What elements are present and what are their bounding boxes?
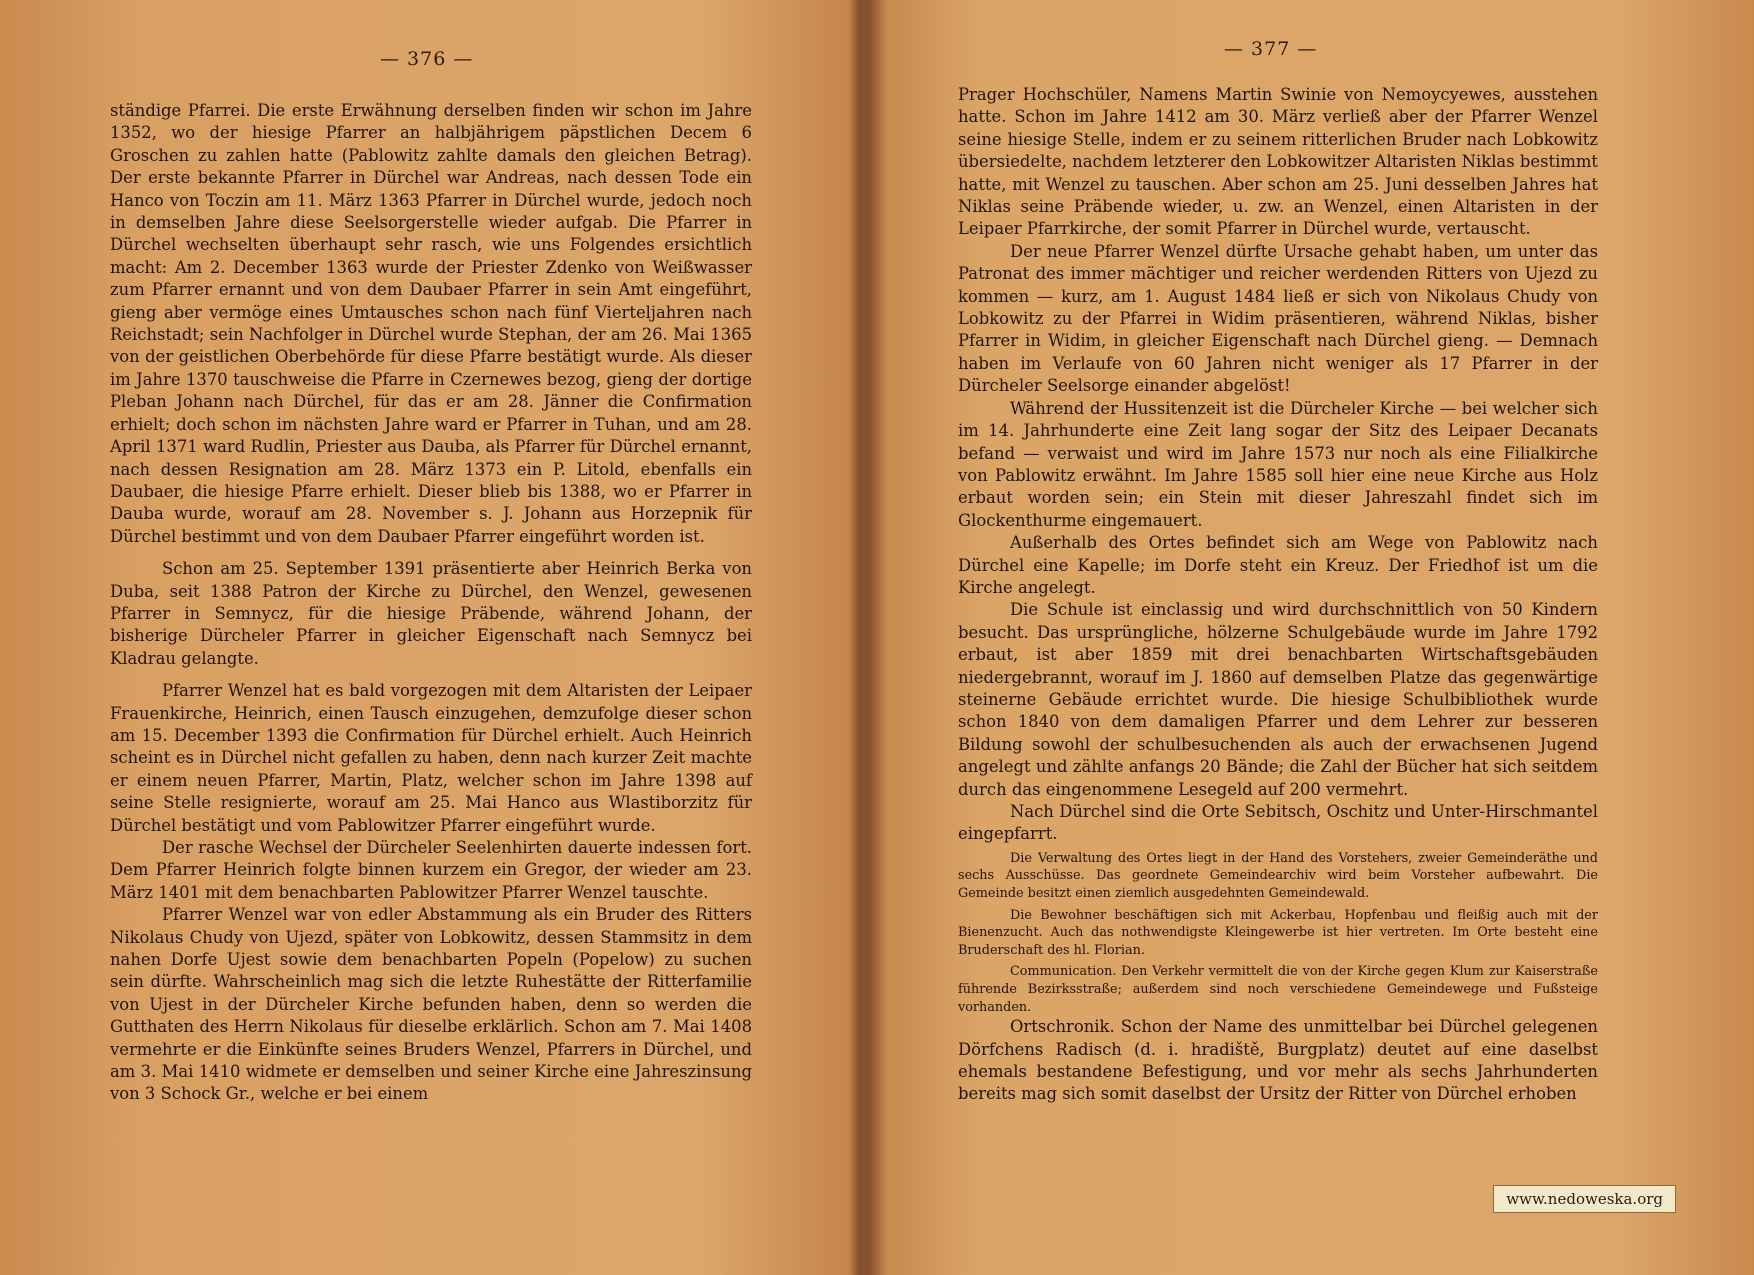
left-page-text (110, 100, 752, 1106)
paragraph: Pfarrer Wenzel war von edler Abstammung als ein Bruder des Ritters Nikolaus Chudy von Ujezd, später von Lobkowitz, dessen Stammsitz in dem nahen Dorfe Ujest sowie dem benachbarten Popeln (Popelow) zu suchen sein dürfte. Wahrscheinlich mag sich die letzte Ruhestätte der Ritterfamilie von Ujest in der Dürcheler Kirche befunden haben, denn so werden die Gutthaten des Herrn Nikolaus für dieselbe erklärlich. Schon am 7. Mai 1408 vermehrte er die Einkünfte seines Bruders Wenzel, Pfarrers in Dürchel, und am 3. Mai 1410 widmete er demselben und seiner Kirche eine Jahreszinsung von 3 Schock Gr., welche er bei einem (110, 905, 752, 1104)
page-number-left: — 376 — (380, 48, 474, 70)
right-page (860, 0, 1754, 1275)
paragraph: Die Schule ist einclassig und wird durchschnittlich von 50 Kindern besucht. Das ursprüngliche, hölzerne Schulgebäude wurde im Jahre 1792 erbaut, ist aber 1859 mit drei benachbarten Wirtschaftsgebäuden niedergebrannt, worauf im J. 1860 auf demselben Platze das gegenwärtige steinerne Gebäude errichtet wurde. Die hiesige Schulbibliothek wurde schon 1840 von dem damaligen Pfarrer und dem Lehrer zur besseren Bildung sowohl der schulbesuchenden als auch der erwachsenen Jugend angelegt und zählte anfangs 20 Bände; die Zahl der Bücher hat sich seitdem durch das eingenommene Lesegeld auf 200 vermehrt. (958, 600, 1598, 799)
watermark-label: www.nedoweska.org (1493, 1185, 1676, 1213)
paragraph: Während der Hussitenzeit ist die Dürcheler Kirche — bei welcher sich im 14. Jahrhunderte eine Zeit lang sogar der Sitz des Leipaer Decanats befand — verwaist und wird im Jahre 1573 nur noch als eine Filialkirche von Pablowitz erwähnt. Im Jahre 1585 soll hier eine neue Kirche aus Holz erbaut worden sein; ein Stein mit dieser Jahreszahl findet sich im Glockenthurme eingemauert. (958, 398, 1598, 530)
note-administration: Die Verwaltung des Ortes liegt in der Hand des Vorstehers, zweier Gemeinderäthe und sechs Ausschüsse. Das geordnete Gemeindearchiv wird beim Vorsteher aufbewahrt. Die Gemeinde besitzt einen ziemlich ausgedehnten Gemeindewald. (958, 850, 1598, 901)
paragraph: Pfarrer Wenzel hat es bald vorgezogen mit dem Altaristen der Leipaer Frauenkirche, Heinrich, einen Tausch einzugehen, demzufolge dieser schon am 15. December 1393 die Confirmation für Dürchel erhielt. Auch Heinrich scheint es in Dürchel nicht gefallen zu haben, denn nach kurzer Zeit machte er einem neuen Pfarrer, Martin, Platz, welcher schon im Jahre 1398 auf seine Stelle resignierte, worauf am 25. Mai Hanco aus Wlastiborzitz für Dürchel bestätigt und vom Pablowitzer Pfarrer eingeführt wurde. (110, 681, 752, 835)
left-page (0, 0, 860, 1275)
paragraph: Prager Hochschüler, Namens Martin Swinie von Nemoycyewes, ausstehen hatte. Schon im Jahre 1412 am 30. März verließ aber der Pfarrer Wenzel seine hiesige Stelle, indem er zu seinem ritterlichen Bruder nach Lobkowitz übersiedelte, nachdem letzterer den Lobkowitzer Altaristen Niklas bestimmt hatte, mit Wenzel zu tauschen. Aber schon am 25. Juni desselben Jahres hat Niklas seine Präbende wieder, u. zw. an Wenzel, einen Altaristen in der Leipaer Pfarrkirche, der somit Pfarrer in Dürchel wurde, vertauscht. (958, 85, 1598, 239)
right-page-text (958, 84, 1598, 1106)
page-number-right: — 377 — (1224, 38, 1318, 60)
paragraph: Außerhalb des Ortes befindet sich am Wege von Pablowitz nach Dürchel eine Kapelle; im Dorfe steht ein Kreuz. Der Friedhof ist um die Kirche angelegt. (958, 533, 1598, 597)
paragraph-ortschronik: Ortschronik. Schon der Name des unmittelbar bei Dürchel gelegenen Dörfchens Radisch (d. i. hradiště, Burgplatz) deutet auf eine daselbst ehemals bestandene Befestigung, und vor mehr als sechs Jahrhunderten bereits mag sich somit daselbst der Ursitz der Ritter von Dürchel erhoben (958, 1017, 1598, 1104)
paragraph: Der rasche Wechsel der Dürcheler Seelenhirten dauerte indessen fort. Dem Pfarrer Heinrich folgte binnen kurzem ein Gregor, der wieder am 23. März 1401 mit dem benachbarten Pablowitzer Pfarrer Wenzel tauschte. (110, 838, 752, 902)
note-communication: Communication. Den Verkehr vermittelt die von der Kirche gegen Klum zur Kaiserstraße führende Bezirksstraße; außerdem sind noch verschiedene Gemeindewege und Fußsteige vorhanden. (958, 964, 1598, 1015)
paragraph: Nach Dürchel sind die Orte Sebitsch, Oschitz und Unter-Hirschmantel eingepfarrt. (958, 802, 1598, 844)
note-inhabitants: Die Bewohner beschäftigen sich mit Ackerbau, Hopfenbau und fleißig auch mit der Bienenzucht. Auch das nothwendigste Kleingewerbe ist hier vertreten. Im Orte besteht eine Bruderschaft des hl. Florian. (958, 907, 1598, 958)
paragraph: Schon am 25. September 1391 präsentierte aber Heinrich Berka von Duba, seit 1388 Patron der Kirche zu Dürchel, den Wenzel, gewesenen Pfarrer in Semnycz, für die hiesige Präbende, während Johann, der bisherige Dürcheler Pfarrer in gleicher Eigenschaft nach Semnycz bei Kladrau gelangte. (110, 559, 752, 668)
paragraph: ständige Pfarrei. Die erste Erwähnung derselben finden wir schon im Jahre 1352, wo der hiesige Pfarrer an halbjährigem päpstlichen Decem 6 Groschen zu zahlen hatte (Pablowitz zahlte damals den gleichen Betrag). Der erste bekannte Pfarrer in Dürchel war Andreas, nach dessen Tode ein Hanco von Toczin am 11. März 1363 Pfarrer in Dürchel wurde, jedoch noch in demselben Jahre diese Seelsorgerstelle wieder aufgab. Die Pfarrer in Dürchel wechselten überhaupt sehr rasch, wie uns Folgendes ersichtlich macht: Am 2. December 1363 wurde der Priester Zdenko von Weißwasser zum Pfarrer ernannt und von dem Daubaer Pfarrer in sein Amt eingeführt, gieng aber vermöge eines Umtausches schon nach fünf Vierteljahren nach Reichstadt; sein Nachfolger in Dürchel wurde Stephan, der am 26. Mai 1365 von der geistlichen Oberbehörde für diese Pfarre bestätigt wurde. Als dieser im Jahre 1370 tauschweise die Pfarre in Czernewes bezog, gieng der dortige Pleban Johann nach Dürchel, für das er am 28. Jänner die Confirmation erhielt; doch schon im nächsten Jahre ward er Pfarrer in Tuhan, und am 28. April 1371 ward Rudlin, Priester aus Dauba, als Pfarrer für Dürchel ernannt, nach dessen Resignation am 28. März 1373 ein P. Litold, ebenfalls ein Daubaer, die hiesige Pfarre erhielt. Dieser blieb bis 1388, wo er Pfarrer in Dauba wurde, worauf am 28. November s. J. Johann aus Horzepnik für Dürchel bestimmt und von dem Daubaer Pfarrer eingeführt worden ist. (110, 101, 752, 546)
paragraph: Der neue Pfarrer Wenzel dürfte Ursache gehabt haben, um unter das Patronat des immer mächtiger und reicher werdenden Ritters von Ujezd zu kommen — kurz, am 1. August 1484 ließ er sich von Nikolaus Chudy von Lobkowitz zu der Pfarrei in Widim präsentieren, während Niklas, bisher Pfarrer in Widim, in gleicher Eigenschaft nach Dürchel gieng. — Demnach haben im Verlaufe von 60 Jahren nicht weniger als 17 Pfarrer in der Dürcheler Seelsorge einander abgelöst! (958, 241, 1598, 396)
small-print-notes (958, 850, 1598, 1016)
